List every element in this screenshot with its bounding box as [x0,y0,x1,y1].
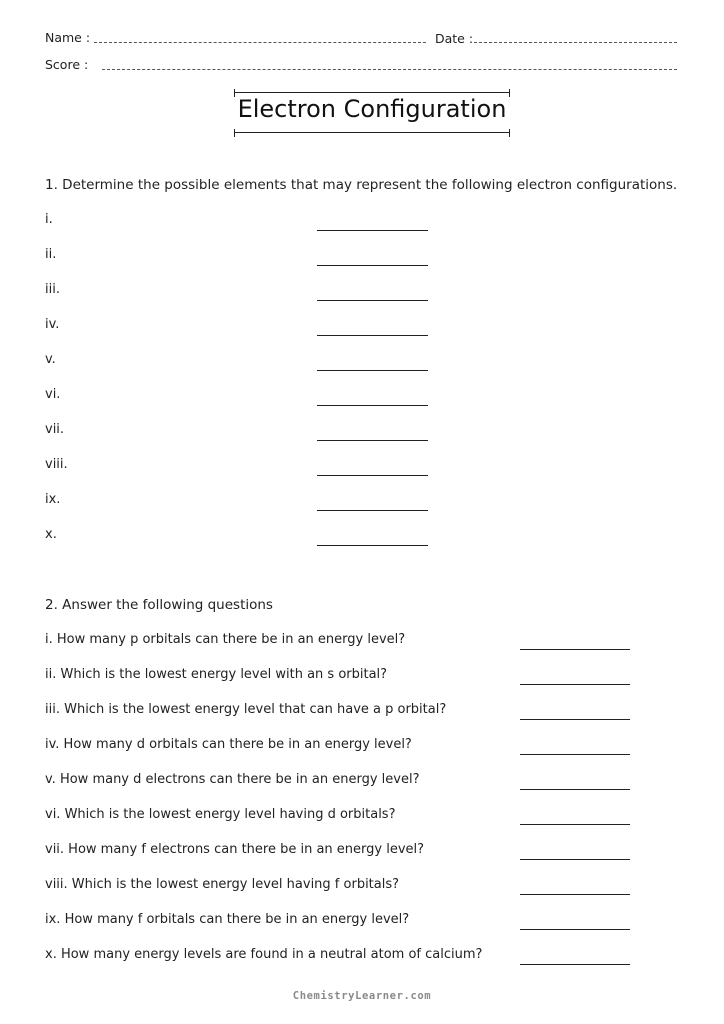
answer-blank[interactable] [317,545,428,546]
section1-heading: 1. Determine the possible elements that may represent the following electron configurations. [45,177,678,193]
answer-blank[interactable] [317,405,428,406]
question-text: vi. Which is the lowest energy level having d orbitals? [45,807,396,822]
question-text: v. How many d electrons can there be in an energy level? [45,772,420,787]
answer-blank[interactable] [317,440,428,441]
answer-blank[interactable] [520,929,630,930]
answer-blank[interactable] [520,684,630,685]
config-question: iii. [45,282,60,297]
question-text: i. How many p orbitals can there be in an energy level? [45,632,406,647]
answer-blank[interactable] [520,649,630,650]
answer-blank[interactable] [317,335,428,336]
title-top-rule [234,92,510,93]
question-text: ix. How many f orbitals can there be in an energy level? [45,912,410,927]
question-text: ii. Which is the lowest energy level with an s orbital? [45,667,388,682]
answer-blank[interactable] [520,824,630,825]
config-question: iv. [45,317,60,332]
answer-blank[interactable] [317,475,428,476]
section2-heading: 2. Answer the following questions [45,597,273,613]
config-question: ii. [45,247,57,262]
question-text: viii. Which is the lowest energy level having f orbitals? [45,877,400,892]
config-question: viii. [45,457,68,472]
answer-blank[interactable] [317,230,428,231]
answer-blank[interactable] [520,964,630,965]
score-label: Score : [45,57,89,72]
name-label: Name : [45,30,91,45]
config-question: x. [45,527,57,542]
answer-blank[interactable] [317,300,428,301]
name-field-line[interactable] [94,42,426,43]
question-text: x. How many energy levels are found in a neutral atom of calcium? [45,947,483,962]
answer-blank[interactable] [520,789,630,790]
answer-blank[interactable] [317,370,428,371]
answer-blank[interactable] [317,510,428,511]
config-question: v. [45,352,56,367]
answer-blank[interactable] [520,719,630,720]
answer-blank[interactable] [520,894,630,895]
answer-blank[interactable] [520,859,630,860]
date-field-line[interactable] [474,42,677,43]
score-field-line[interactable] [102,69,677,70]
answer-blank[interactable] [520,754,630,755]
title-block [234,86,510,138]
config-question: vii. [45,422,65,437]
question-text: vii. How many f electrons can there be in an energy level? [45,842,425,857]
answer-blank[interactable] [317,265,428,266]
config-question: vi. [45,387,61,402]
footer-brand: ChemistryLearner.com [292,990,432,1002]
config-question: ix. [45,492,61,507]
page-title: Electron Configuration [237,95,507,123]
title-bottom-rule [234,132,510,133]
config-question: i. [45,212,53,227]
date-label: Date : [435,31,474,46]
question-text: iv. How many d orbitals can there be in an energy level? [45,737,412,752]
question-text: iii. Which is the lowest energy level that can have a p orbital? [45,702,447,717]
